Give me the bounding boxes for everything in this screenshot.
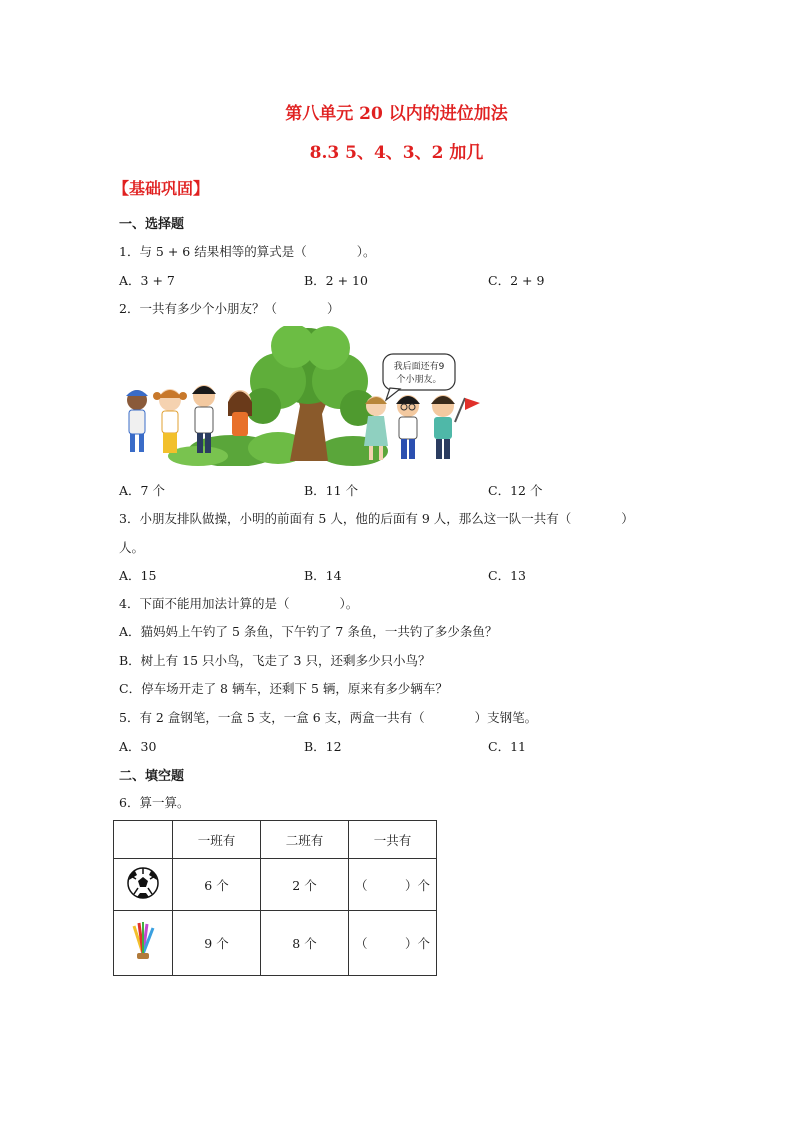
part1-heading: 一、选择题: [119, 217, 185, 232]
soccer-ball-icon: [126, 866, 160, 900]
table-cell: 9 个: [173, 911, 261, 976]
speech-bubble: [383, 354, 455, 400]
table-cell: 6 个: [173, 859, 261, 911]
table-header-row: [114, 821, 437, 859]
q6-table: [113, 820, 437, 976]
child-figure-2: [153, 389, 187, 453]
shuttlecock-icon: [126, 920, 160, 964]
table-cell: （ ）个: [349, 911, 437, 976]
table-header-cell: 二班有: [261, 821, 349, 859]
q3-text: 3．小朋友排队做操，小明的前面有 5 人，他的后面有 9 人，那么这一队一共有（ ）: [119, 511, 634, 526]
q5-option-b: B．12: [304, 739, 342, 754]
q1-text: 1．与 5 + 6 结果相等的算式是（ ）。: [119, 244, 376, 259]
q3-option-c: C．13: [488, 568, 526, 583]
child-figure-6: [396, 395, 420, 459]
q4-text: 4．下面不能用加法计算的是（ ）。: [119, 596, 359, 611]
table-header-cell: 一班有: [173, 821, 261, 859]
table-icon-cell: [114, 859, 173, 911]
table-cell: （ ）个: [349, 859, 437, 911]
table-icon-cell: [114, 911, 173, 976]
table-cell: 8 个: [261, 911, 349, 976]
q3-option-a: A．15: [119, 568, 157, 583]
q1-option-b: B．2 + 10: [304, 273, 368, 288]
table-corner-cell: [114, 821, 173, 859]
q5-option-a: A．30: [119, 739, 157, 754]
child-figure-1: [126, 390, 148, 452]
q3-option-b: B．14: [304, 568, 342, 583]
children-tree-illustration: [118, 326, 486, 466]
page-title: 第八单元 20 以内的进位加法: [285, 104, 508, 124]
q2-option-c: C．12 个: [488, 483, 543, 498]
bubble-text-line1: 我后面还有9: [393, 362, 445, 372]
q4-option-a: A．猫妈妈上午钓了 5 条鱼，下午钓了 7 条鱼，一共钓了多少条鱼？: [119, 624, 498, 639]
page-subtitle: 8.3 5、4、3、2 加几: [309, 143, 484, 163]
child-figure-7: [431, 395, 480, 459]
section-label: 【基础巩固】: [113, 179, 210, 198]
q6-text: 6．算一算。: [119, 795, 190, 810]
q5-text: 5．有 2 盒钢笔，一盒 5 支，一盒 6 支，两盒一共有（ ）支钢笔。: [119, 710, 538, 725]
table-row: [114, 859, 437, 911]
child-figure-4: [228, 390, 252, 436]
table-cell: 2 个: [261, 859, 349, 911]
q5-option-c: C．11: [488, 739, 526, 754]
bubble-text-line2: 个小朋友。: [396, 375, 442, 385]
table-header-cell: 一共有: [349, 821, 437, 859]
q2-option-b: B．11 个: [304, 483, 359, 498]
part2-heading: 二、填空题: [119, 769, 185, 784]
q4-option-b: B．树上有 15 只小鸟，飞走了 3 只，还剩多少只小鸟？: [119, 653, 431, 668]
q3-text-continued: 人。: [119, 540, 145, 555]
q1-option-a: A．3 + 7: [119, 273, 175, 288]
table-row: [114, 911, 437, 976]
q1-option-c: C．2 + 9: [488, 273, 545, 288]
q2-text: 2．一共有多少个小朋友？（ ）: [119, 301, 340, 316]
flag-icon: [465, 398, 480, 410]
q2-option-a: A．7 个: [119, 483, 165, 498]
q4-option-c: C．停车场开走了 8 辆车，还剩下 5 辆，原来有多少辆车？: [119, 681, 448, 696]
